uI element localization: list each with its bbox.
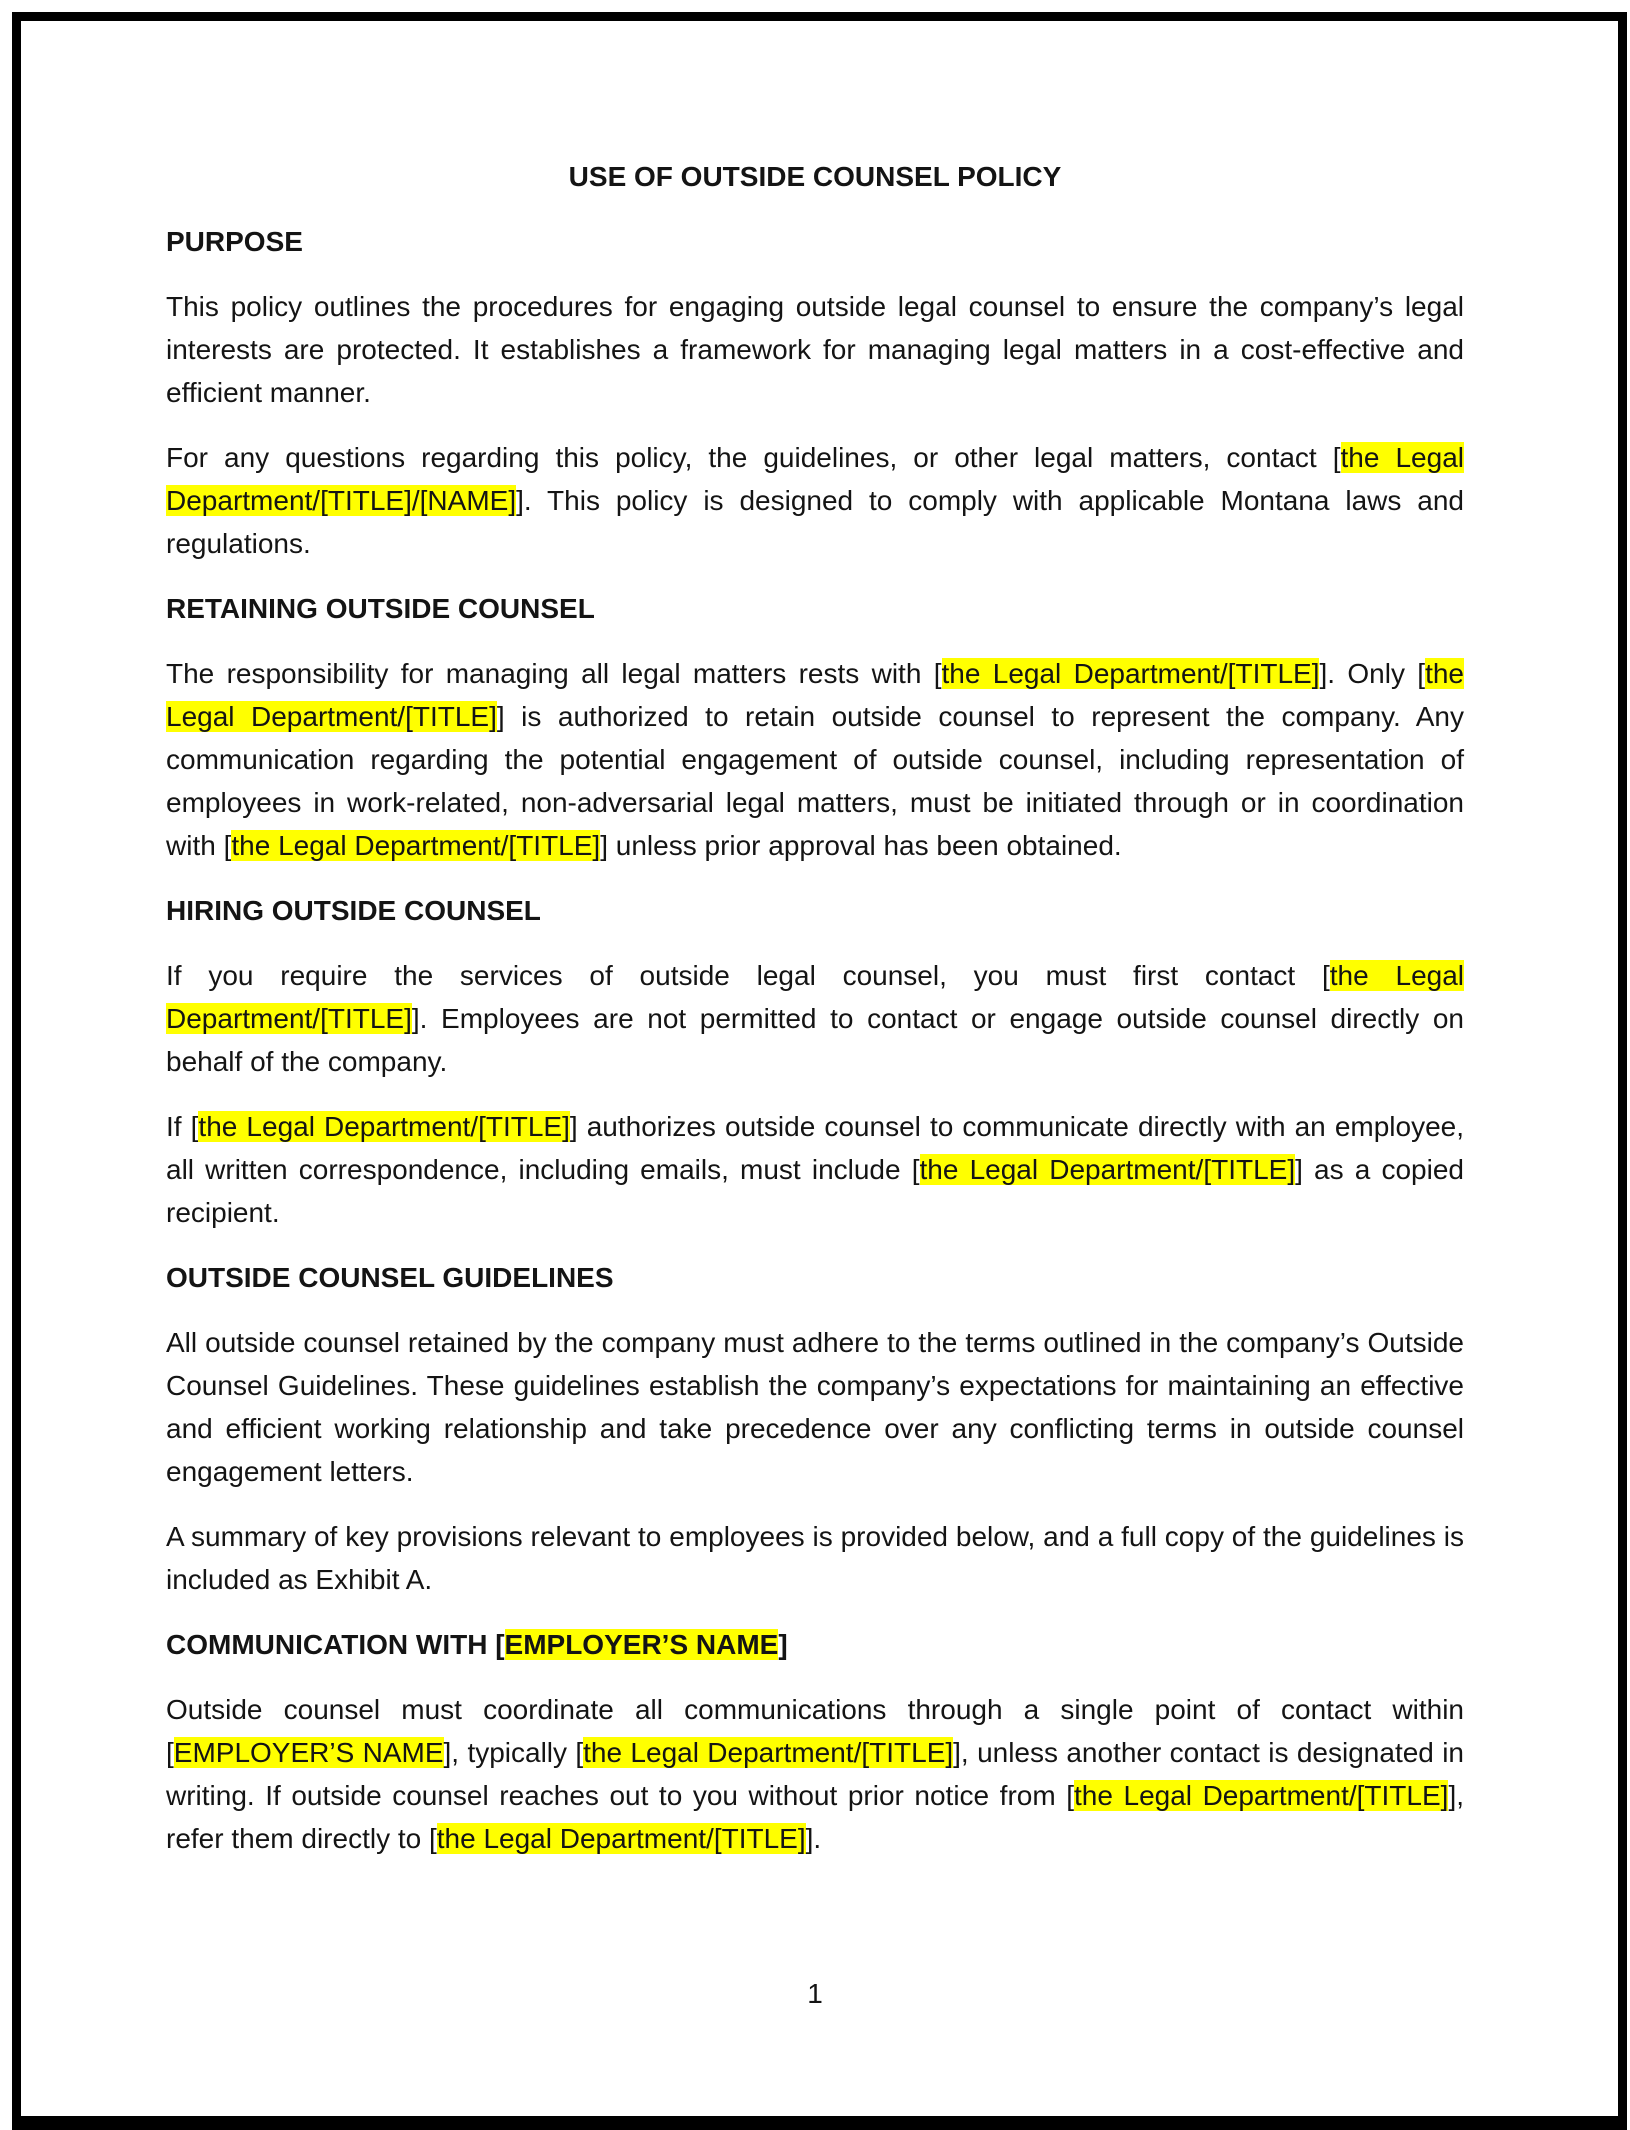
text-run: PURPOSE [166,226,303,257]
highlighted-placeholder: the Legal Department/[TITLE] [198,1111,570,1142]
text-run: The responsibility for managing all legal matters rests with [ [166,658,942,689]
text-run: All outside counsel retained by the company must adhere to the terms outlined in the company’s Outside Counsel Guidelines. These guidelines establish the company’s expectations for maintaining an effective and efficient working relationship and take precedence over any conflicting terms in outside counsel engagement letters. [166,1327,1464,1487]
text-run: ]. Employees are not permitted to contact or engage outside counsel directly on behalf of the company. [166,1003,1464,1077]
text-run: If [ [166,1111,199,1142]
text-run: COMMUNICATION WITH [ [166,1629,505,1660]
highlighted-placeholder: the Legal Department/[TITLE] [1074,1780,1449,1811]
section-heading [166,587,1464,630]
section-heading [166,1256,1464,1299]
highlighted-placeholder: the Legal Department/[TITLE] [231,830,601,861]
section-heading [166,220,1464,263]
text-run: If you require the services of outside legal counsel, you must first contact [ [166,960,1330,991]
highlighted-placeholder: the Legal Department/[TITLE] [941,658,1320,689]
page-number: 1 [807,1978,823,2009]
document-sections [166,220,1464,1860]
section-heading [166,1623,1464,1666]
document-content [166,0,1464,1882]
text-run: ]. [805,1823,822,1854]
text-run: A summary of key provisions relevant to employees is provided below, and a full copy of the guidelines is included as Exhibit A. [166,1521,1464,1595]
section-heading [166,889,1464,932]
paragraph [166,954,1464,1083]
text-run: ] [778,1629,788,1660]
text-run: OUTSIDE COUNSEL GUIDELINES [166,1262,614,1293]
paragraph [166,652,1464,867]
text-run: ], typically [ [443,1737,584,1768]
paragraph [166,1688,1464,1860]
text-run: ]. Only [ [1319,658,1426,689]
text-run: HIRING OUTSIDE COUNSEL [166,895,541,926]
text-run: ] authorizes outside counsel to communicate directly with an employee, all written correspondence, including emails, must include [ [166,1111,1464,1185]
highlighted-placeholder: the Legal Department/[TITLE] [166,658,1464,732]
text-run: Outside counsel must coordinate all communications through a single point of contact within [ [166,1694,1464,1768]
text-run: RETAINING OUTSIDE COUNSEL [166,593,595,624]
highlighted-placeholder: the Legal Department/[TITLE] [583,1737,954,1768]
paragraph [166,436,1464,565]
text-run: For any questions regarding this policy, the guidelines, or other legal matters, contact [ [166,442,1341,473]
paragraph [166,285,1464,414]
text-run: ], refer them directly to [ [166,1780,1464,1854]
highlighted-placeholder: the Legal Department/[TITLE]/[NAME] [166,442,1464,516]
highlighted-placeholder: EMPLOYER’S NAME [173,1737,444,1768]
highlighted-placeholder: the Legal Department/[TITLE] [919,1154,1296,1185]
paragraph [166,1515,1464,1601]
text-run: This policy outlines the procedures for engaging outside legal counsel to ensure the company’s legal interests are protected. It establishes a framework for managing legal matters in a cost-effective and efficient manner. [166,291,1464,408]
paragraph [166,1321,1464,1493]
text-run: ] unless prior approval has been obtained. [600,830,1122,861]
document-title: USE OF OUTSIDE COUNSEL POLICY [568,161,1062,192]
text-run: ] as a copied recipient. [166,1154,1464,1228]
highlighted-placeholder: the Legal Department/[TITLE] [166,960,1465,1034]
text-run: ]. This policy is designed to comply with applicable Montana laws and regulations. [166,485,1464,559]
paragraph [166,1105,1464,1234]
text-run: ], unless another contact is designated in writing. If outside counsel reaches out to you without prior notice from [ [166,1737,1465,1811]
highlighted-placeholder: EMPLOYER’S NAME [504,1629,779,1660]
text-run: ] is authorized to retain outside counsel to represent the company. Any communication regarding the potential engagement of outside counsel, including representation of employees in work-related, non-adversarial legal matters, must be initiated through or in coordination with [ [166,701,1465,861]
highlighted-placeholder: the Legal Department/[TITLE] [436,1823,806,1854]
